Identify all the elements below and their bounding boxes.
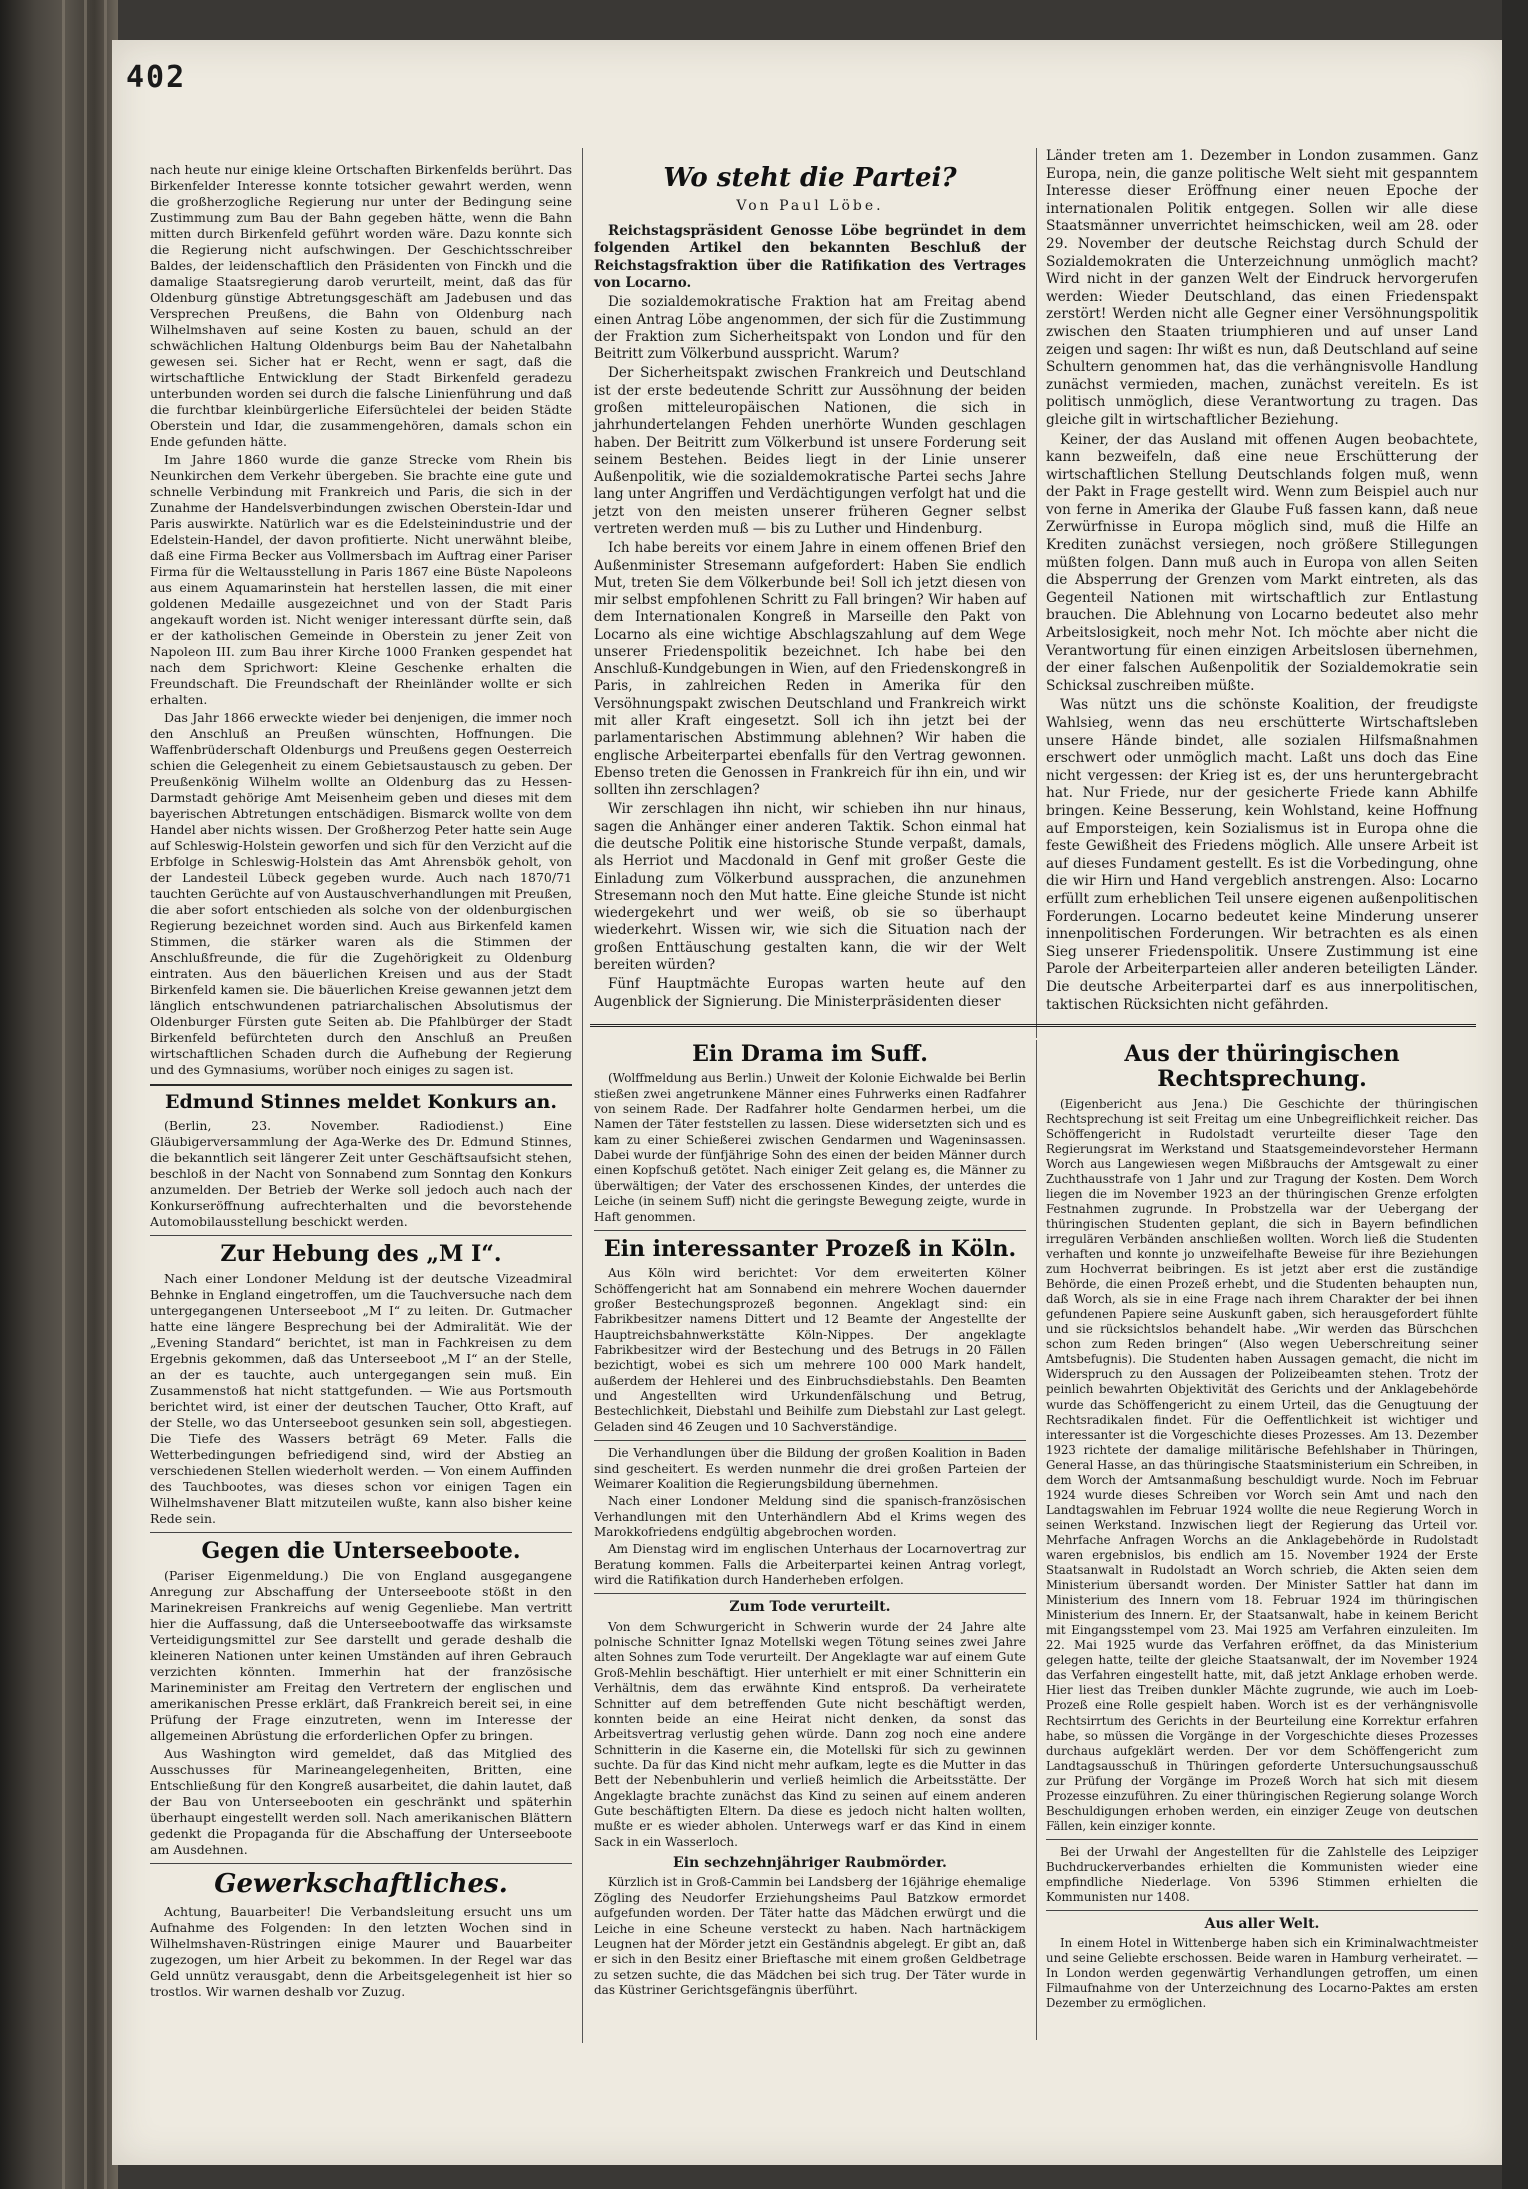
article-text: Die sozialdemokratische Fraktion hat am Freitag abend einen Antrag Löbe angenommen, der sich für die Zustimmung der Fraktion zum Sicherheitspakt von London und für den Beitritt zum Völkerbund ausspricht. Warum? — [594, 294, 1026, 363]
section-divider — [590, 1024, 1476, 1027]
article-text: (Wolffmeldung aus Berlin.) Unweit der Kolonie Eichwalde bei Berlin stießen zwei angetrunkene Männer eines Fuhrwerks einen Radfahrer von seinem Rade. Der Radfahrer holte Gendarmen herbei, um die Namen der Täter feststellen zu lassen. Diese widersetzten sich und es kam zu einer Schießerei zwischen Gendarmen und Wageninsassen. Dabei wurde der fünfjährige Sohn des einen der beiden Männer durch einen Kopfschuß getötet. Nach einiger Zeit gelang es, die Männer zu überwältigen; der Vater des erschossenen Kindes, der unterdes die Leiche (in seinem Suff) nicht die geringste Bewegung zeigte, wurde in Haft genommen. — [594, 1071, 1026, 1224]
headline-m1: Zur Hebung des „M I“. — [220, 1240, 502, 1267]
news-note: Bei der Urwahl der Angestellten für die Zahlstelle des Leipziger Buchdruckerverbandes erhielten die Kommunisten wieder eine empfindliche Niederlage. Von 5396 Stimmen erhielten die Kommunisten nur 1408. — [1046, 1844, 1478, 1905]
article-text: Aus Köln wird berichtet: Vor dem erweiterten Kölner Schöffengericht hat am Sonnabend ein mehrere Wochen dauernder großer Bestechungsprozeß begonnen. Angeklagt sind: ein Fabrikbesitzer namens Dittert und 12 Beamte der Angestellte der Hauptreichsbahnwerkstätte Köln-Nippes. Der angeklagte Fabrikbesitzer wird der Bestechung und des Betrugs in 20 Fällen bezichtigt, wobei es sich um mehrere 100 000 Mark handelt, außerdem der Hehlerei und des Einbruchsdiebstahls. Den Beamten und Angestellten wird Urkundenfälschung und Betrug, Bestechlichkeit, Diebstahl und Beihilfe zum Diebstahl zur Last gelegt. Geladen sind 46 Zeugen und 10 Sachverständige. — [594, 1266, 1026, 1434]
headline-koeln: Ein interessanter Prozeß in Köln. — [603, 1235, 1017, 1262]
headline-drama: Ein Drama im Suff. — [692, 1041, 928, 1067]
divider — [594, 1230, 1026, 1231]
article-text: Nach einer Londoner Meldung ist der deutsche Vizeadmiral Behnke in England eingetroffen, um die Tauchversuche nach dem untergegangenen Unterseeboot „M I“ zu leiten. Dr. Gutmacher hatte eine längere Besprechung bei der Admiralität. Wie der „Evening Standard“ berichtet, ist man in Fachkreisen zu dem Ergebnis gekommen, daß das Unterseeboot „M I“ an der Stelle, an der es tauchte, auch untergegangen sein muß. Ein Zusammenstoß hat nicht stattgefunden. — Wie aus Portsmouth berichtet wird, ist einer der deutschen Taucher, Otto Kraft, auf der Stelle, wo das Unterseeboot gesunken sein soll, abgestiegen. Die Tiefe des Wassers beträgt 69 Meter. Falls die Wetterbedingungen befriedigend sind, wird der Abstieg an verschiedenen Stellen wiederholt werden. — Von einem Auffinden des Tauchbootes, was dieses schon vor einigen Tagen ein Wilhelmshavener Blatt mitzuteilen wußte, kann also bisher keine Rede sein. — [150, 1271, 572, 1527]
column-left — [150, 162, 572, 2002]
article-text: Aus Washington wird gemeldet, daß das Mitglied des Ausschusses für Marineangelegenheiten, Britten, eine Entschließung für den Kongreß ausarbeitet, die dahin lautet, daß der Bau von Unterseebooten ein geschränkt und späterhin überhaupt eingestellt werden soll. Nach amerikanischen Blättern gedenkt die Propaganda für die Abschaffung der Unterseeboote am Ausdehnen. — [150, 1746, 572, 1858]
headline-thueringen: Aus der thüringischen Rechtsprechung. — [1124, 1041, 1400, 1093]
article-text: Was nützt uns die schönste Koalition, der freudigste Wahlsieg, wenn das neu erschütterte Wirtschaftsleben unsere Hände bindet, alle sozialen Hilfsmaßnahmen erschwert oder unmöglich macht. Laßt uns doch das Eine nicht vergessen: der Krieg ist es, der uns heruntergebracht hat. Nur Friede, nur der gesicherte Friede kann Abhilfe bringen. Keine Besserung, kein Wohlstand, keine Hoffnung auf Emporsteigen, kein Sozialismus ist in Europa ohne die feste Gewißheit des Friedens möglich. Alle unsere Arbeit ist auf dieses Fundament gestellt. Es ist die Vorbedingung, ohne die wir Hirn und Hand vergeblich anstrengen. Also: Locarno erfüllt zum erheblichen Teil unsere eigenen außenpolitischen Forderungen. Locarno bedeutet keine Minderung unserer innenpolitischen Forderungen. Wir betrachten es als einen Sieg unserer Friedenspolitik. Unsere Zustimmung ist eine Parole der Arbeiterparteien aller anderen beteiligten Länder. Die deutsche Arbeiterpartei darf es aus innerpolitischen, taktischen Rücksichten nicht gefährden. — [1046, 697, 1478, 1013]
divider — [594, 1593, 1026, 1594]
column-middle-bottom — [594, 1036, 1026, 2000]
article-text: Von dem Schwurgericht in Schwerin wurde der 24 Jahre alte polnische Schnitter Ignaz Motellski wegen Tötung seines zwei Jahre alten Sohnes zum Tode verurteilt. Der Angeklagte war auf einem Gute Groß-Mehlin beschäftigt. Hier unterhielt er mit einer Schnitterin ein Verhältnis, dem das erwähnte Kind entsproß. Da verheiratete Schnitter auf dem betreffenden Gute nicht beschäftigt werden, konnten beide an eine Heirat nicht denken, da sonst das Arbeitsvertrag verlustig gehen würde. Dann zog noch eine andere Schnitterin in die Kaserne ein, die Motellski für sich zu gewinnen suchte. Da für das Kind nicht mehr aufkam, legte es die Mutter in das Bett der Nebenbuhlerin und verließ heimlich die Arbeitsstätte. Der Angeklagte brachte zunächst das Kind zu seinen auf einem anderen Gute beschäftigten Eltern. Da diese es jedoch nicht halten wollten, mußte er es wieder abholen. Unterwegs warf er das Kind in einem Sack in ein Wasserloch. — [594, 1619, 1026, 1849]
column-right-bottom — [1046, 1036, 1478, 2013]
article-text: Wir zerschlagen ihn nicht, wir schieben ihn nur hinaus, sagen die Anhänger einer anderen Taktik. Schon einmal hat die deutsche Politik eine historische Stunde verpaßt, damals, als Herriot und Macdonald in Genf mit großer Geste die Einladung zum Völkerbund aussprachen, die anzunehmen Stresemann noch den Mut hatte. Eine gleiche Stunde ist nicht wiedergekehrt und wer weiß, ob sie so überhaupt wiederkehrt. Wissen wir, wie sich die Situation nach der großen Enttäuschung gestalten kann, die wir der Welt bereiten würden? — [594, 801, 1026, 973]
column-middle-top — [594, 158, 1026, 1013]
divider — [150, 1235, 572, 1236]
column-rule — [582, 148, 583, 2043]
column-rule — [1036, 1040, 1037, 2040]
byline: Von Paul Löbe. — [736, 197, 884, 214]
article-text: Der Sicherheitspakt zwischen Frankreich und Deutschland ist der erste bedeutende Schritt zur Aussöhnung der beiden großen mitteleuropäischen Nationen, die sich in jahrhundertelangen Fehden unerhörte Wunden geschlagen haben. Der Beitritt zum Völkerbund ist unsere Forderung seit seinem Bestehen. Beides liegt in der Linie unserer Außenpolitik, wie die sozialdemokratische Partei sechs Jahre lang unter Angriffen und Verdächtigungen verfolgt hat und die jetzt von den meisten unserer früheren Gegner selbst vertreten werden muß — bis zu Luther und Hindenburg. — [594, 365, 1026, 537]
article-text: Das Jahr 1866 erweckte wieder bei denjenigen, die immer noch den Anschluß an Preußen wünschten, Hoffnungen. Die Waffenbrüderschaft Oldenburgs und Preußens gegen Oesterreich schien die Gelegenheit zu einem Gebietsaustausch zu geben. Der Preußenkönig Wilhelm wollte an Oldenburg das zu Hessen-Darmstadt gehörige Amt Meisenheim geben und dieses mit dem bayerischen Abtretungen entschädigen. Bismarck wollte von dem Handel aber nichts wissen. Der Großherzog Peter hatte sein Auge auf Schleswig-Holstein geworfen und sich für den Verzicht auf die Erbfolge in Schleswig-Holstein das Amt Ahrensbök geholt, von der Landesteil Lübeck gegeben wurde. Auch nach 1870/71 tauchten Gerüchte auf von Austauschverhandlungen mit Preußen, die aber sofort entschieden als solche von der oldenburgischen Regierung bezeichnet worden sind. Auch aus Birkenfeld kamen Stimmen, die stärker waren als die Stimmen der Anschlußfreunde, die für die Zugehörigkeit zu Oldenburg eintraten. Aus den bäuerlichen Kreisen und aus der Stadt Birkenfeld kamen sie. Die bäuerlichen Kreise gewannen jetzt dem länglich entschwundenen patriarchalischen Absolutismus der Oldenburger Fürsten gute Seiten ab. Die Pfahlbürger der Stadt Birkenfeld befürchteten durch den Anschluß an Preußen wirtschaftlichen Schaden durch die Aufhebung der Regierung und des Gymnasiums, worüber noch einiges zu sagen ist. — [150, 710, 572, 1077]
article-text: Im Jahre 1860 wurde die ganze Strecke vom Rhein bis Neunkirchen dem Verkehr übergeben. Sie brachte eine gute und schnelle Verbindung mit Frankreich und Paris, die sich in der Zunahme der Handelsverbindungen zwischen Oberstein-Idar und Paris auswirkte. Natürlich war es die Edelsteinindustrie und der Edelstein-Handel, der davon profitierte. Nicht unerwähnt bleibe, daß eine Firma Becker aus Vollmersbach im Auftrag einer Pariser Firma für die Weltausstellung in Paris 1867 eine Büste Napoleons aus einem Aquamarinstein hat herstellen lassen, die mit einer goldenen Medaille ausgezeichnet und von der Stadt Paris angekauft worden ist. Nicht weniger interessant dürfte sein, daß er der katholischen Gemeinde in Oberstein zu jener Zeit von Napoleon III. zum Bau ihrer Kirche 1000 Franken gespendet hat nach dem Sprichwort: Kleine Geschenke erhalten die Freundschaft. Die Freundschaft der Rheinländer wollte er sich erhalten. — [150, 452, 572, 707]
divider — [150, 1084, 572, 1086]
article-text: Achtung, Bauarbeiter! Die Verbandsleitung ersucht uns um Aufnahme des Folgenden: In den letzten Wochen sind in Wilhelmshaven-Rüstringen einige Maurer und Bauarbeiter zugezogen, um hier Arbeit zu bekommen. In der Regel war das Geld unnütz verausgabt, denn die Arbeitsgelegenheit ist hier so trostlos. Wir warnen deshalb vor Zuzug. — [150, 1904, 572, 2000]
article-text: (Eigenbericht aus Jena.) Die Geschichte der thüringischen Rechtsprechung ist seit Freitag um eine Unbegreiflichkeit reicher. Das Schöffengericht in Rudolstadt verurteilte dieser Tage den Regierungsrat im Werkstand und Staatsgemeindevorsteher Hermann Worch aus Langewiesen wegen Mißbrauchs der Amtsgewalt zu einer Zuchthausstrafe von 1 Jahr und zur Tragung der Kosten. Dem Worch liegen die im November 1923 an der thüringischen Grenze erfolgten Festnahmen zugrunde. In Probstzella war der Uebergang der thüringischen Studenten geplant, die sich in Bayern befindlichen irregulären Verbänden anschließen wollten. Worch ließ die Studenten verhaften und konnte jo unzweifelhafte Beweise für ihre Beziehungen zum Hochverrat beibringen. Es ist jetzt aber erst die zuständige Behörde, die einen Prozeß erhebt, und die Studenten behaupten nun, daß Worch, als sie in eine Frage nach ihrem Charakter der bei ihnen gefundenen Papiere seine Auskunft gaben, sich herausgefordert fühlte und sie rücksichtslos behandelt habe. „Wir werden das Bürschchen schon zum Reden bringen“ (Also wegen Ueberschreitung seiner Amtsbefugnis). Die Studenten haben Aussagen gemacht, die nicht im Widerspruch zu den Aussagen der Polizeibeamten stehen. Trotz der peinlich bewahrten Objektivität des Gerichts und der Anklagebehörde wurde das Schöffengericht zu einem Urteil, das die Genugtuung der Rechtsradikalen findet. Für die Oeffentlichkeit ist wichtiger und interessanter ist die Vorgeschichte dieses Prozesses. Am 13. Dezember 1923 richtete der damalige militärische Befehlshaber in Thüringen, General Hasse, an das thüringische Staatsministerium ein Schreiben, in dem Worch der Amtsanmaßung beschuldigt wurde. Noch im Februar 1924 wurde dieses Schreiben vor Worch sein Amt und nach den Landtagswahlen im Februar 1924 wollte die neue Regierung Worch in seinen Werkstand. Inzwischen liegt der Regierung das Urteil vor. Mehrfache Anfragen Worchs an die Anklagebehörde in Rudolstadt waren ergebnislos, bis endlich am 15. November 1924 der Erste Staatsanwalt in Rudolstadt an Worch schrieb, die Akten seien dem Ministerium übersandt worden. Der Minister Sattler hat dann im Ministerium des Innern vom 18. Februar 1924 im thüringischen Ministerium des Innern. Er, der Staatsanwalt, habe in keinem Bericht mit Eingangsstempel vom 23. Mai 1925 am Verfahren einzuleiten. Im 22. Mai 1925 wurde das Verfahren eröffnet, da das Ministerium gelegen hatte, teilte der gleiche Staatsanwalt, der im November 1924 das Verfahren eingestellt hatte, mit, daß jetzt Anklage erhoben werde. Hier liest das Treiben dunkler Mächte zugrunde, wie auch im Loeb-Prozeß eine Rolle gespielt haben. Worch ist es der verhängnisvolle Rechtsirrtum des Gerichts in der Beurteilung eine Korrektur erfahren habe, so müssen die Vorgänge in der Vorgeschichte dieses Prozesses durchaus aufgeklärt werden. Der vor dem Schöffengericht zum Landtagsausschuß in Thüringen geforderte Untersuchungsausschuß zur Prüfung der Vorgänge im Prozeß Worch hat sich mit diesem Prozesse einzuführen. Zu einer thüringischen Regierung solange Worch Beschuldigungen erhoben werden, ein einziger Zeuge von deutschen Fällen, kein einziger konnte. — [1046, 1096, 1478, 1833]
divider — [1046, 1839, 1478, 1840]
divider — [1046, 1910, 1478, 1911]
article-text: nach heute nur einige kleine Ortschaften Birkenfelds berührt. Das Birkenfelder Interesse konnte totsicher gewahrt werden, wenn die großherzogliche Regierung nur unter der Bedingung seine Zustimmung zum Bau der Bahn gegeben hätte, wenn die Bahn mitten durch Birkenfeld geführt worden wäre. Dazu konnte sich die Regierung nicht aufschwingen. Der Geschichtsschreiber Baldes, der leidenschaftlich den Präsidenten von Finckh und die damalige Staatsregierung darob verurteilt, meint, daß das für Oldenburg günstige Abtretungsgeschäft am Jadebusen und das Versprechen Preußens, die Bahn von Oldenburg nach Wilhelmshaven auf seine Kosten zu bauen, schuld an der schwächlichen Haltung Oldenburgs beim Bau der Nahetalbahn gewesen sei. Sicher hat er Recht, wenn er sagt, daß die wirtschaftliche Entwicklung der Stadt Birkenfeld geradezu unterbunden worden sei durch die falsche Linienführung und daß die furchtbar kleinbürgerliche Eifersüchtelei der beiden Städte Oberstein und Idar, die zusammengehören, damals schon ein Ende gefunden hätte. — [150, 162, 572, 449]
intro-text: Reichstagspräsident Genosse Löbe begründet in dem folgenden Artikel den bekannten Beschluß der Reichstagsfraktion über die Ratifikation des Vertrages von Locarno. — [594, 223, 1026, 292]
news-note: Nach einer Londoner Meldung sind die spanisch-französischen Verhandlungen mit den Unterhändlern Abd el Krims wegen des Marokkofriedens endgültig abgebrochen worden. — [594, 1494, 1026, 1539]
column-rule — [1036, 148, 1037, 1038]
article-text: (Pariser Eigenmeldung.) Die von England ausgegangene Anregung zur Abschaffung der Unterseeboote stößt in den Marinekreisen Frankreichs auf wenig Gegenliebe. Man vertritt hier die Auffassung, daß die Unterseebootwaffe das wirksamste Verteidigungsmittel zur See darstellt und gerade deshalb die kleineren Nationen unter keinen Umständen auf ihren Gebrauch verzichten könnten. Immerhin hat der französische Marineminister am Freitag den Vertretern der englischen und amerikanischen Presse erklärt, daß Frankreich bereit sei, in eine Prüfung der Frage einzutreten, wenn im Interesse der allgemeinen Abrüstung die erforderlichen Opfer zu bringen. — [150, 1568, 572, 1744]
article-text: Fünf Hauptmächte Europas warten heute auf den Augenblick der Signierung. Die Ministerpräsidenten dieser — [594, 976, 1026, 1010]
book-binding — [0, 0, 118, 2189]
headline-tod: Zum Tode verurteilt. — [729, 1599, 891, 1616]
column-right-top — [1046, 148, 1478, 1016]
headline-raubmoerder: Ein sechzehnjähriger Raubmörder. — [673, 1855, 947, 1872]
news-note: Am Dienstag wird im englischen Unterhaus der Locarnovertrag zur Beratung kommen. Falls die Arbeiterpartei keinen Antrag vorlegt, wird die Ratifikation durch Handerheben erfolgen. — [594, 1542, 1026, 1588]
headline-stinnes: Edmund Stinnes meldet Konkurs an. — [165, 1091, 557, 1113]
article-text: (Berlin, 23. November. Radiodienst.) Eine Gläubigerversammlung der Aga-Werke des Dr. Edmund Stinnes, die bekanntlich seit längerer Zeit unter Geschäftsaufsicht stehen, beschloß in der Nacht von Sonnabend zum Sonntag den Konkurs anzumelden. Der Betrieb der Werke soll jedoch auch nach der Konkurseröffnung aufrechterhalten und die bevorstehende Automobilausstellung beschickt werden. — [150, 1117, 572, 1229]
article-text: Länder treten am 1. Dezember in London zusammen. Ganz Europa, nein, die ganze politische Welt sieht mit gespanntem Interesse dieser Eröffnung einer neuen Epoche der internationalen Politik entgegen. Sollen wir alle diese Staatsmänner unverrichtet heimschicken, weil am 28. oder 29. November der deutsche Reichstag durch Schuld der Sozialdemokraten die Unterzeichnung unmöglich macht? Wird nicht in der ganzen Welt der Eindruck hervorgerufen werden: Wieder Deutschland, das einen Friedenspakt zerstört! Werden nicht alle Gegner einer Versöhnungspolitik zwischen den Staaten triumphieren und auf unser Land zeigen und sagen: Ihr wißt es nun, daß Deutschland auf seine Schultern genommen hat, das die verhängnisvolle Handlung zunächst vermieden, machen, zunächst vereiteln. Es ist politisch unmöglich, diese Verantwortung zu tragen. Das gleiche gilt in wirtschaftlicher Beziehung. — [1046, 148, 1478, 428]
scan-border — [1502, 0, 1528, 2189]
headline-gewerkschaftliches: Gewerkschaftliches. — [214, 1869, 508, 1900]
article-text: Ich habe bereits vor einem Jahre in einem offenen Brief den Außenminister Stresemann aufgefordert: Haben Sie endlich Mut, treten Sie dem Völkerbunde bei! Soll ich jetzt diesen von mir selbst empfohlenen Schritt zu Fall bringen? Wir haben auf dem Internationalen Kongreß in Marseille den Pakt von Locarno als eine wichtige Abschlagszahlung auf dem Wege unserer Friedenspolitik bezeichnet. Ich habe bei den Anschluß-Kundgebungen in Wien, auf den Friedenskongreß in Paris, in zahlreichen Reden in Amerika für den Versöhnungspakt zwischen Deutschland und Frankreich wirkt mit aller Kraft eingesetzt. Soll ich ihn jetzt bei der parlamentarischen Abstimmung ablehnen? Wir haben die englische Arbeiterpartei ebenfalls für den Vertrag gewonnen. Ebenso treten die Genossen in Frankreich für ihn ein, und wir sollten ihn zerschlagen? — [594, 540, 1026, 799]
headline-partei: Wo steht die Partei? — [663, 163, 957, 193]
divider — [594, 1440, 1026, 1441]
divider — [150, 1863, 572, 1864]
page-number: 402 — [126, 60, 187, 95]
article-text: Kürzlich ist in Groß-Cammin bei Landsberg der 16jährige ehemalige Zögling des Neudorfer Erziehungsheims Paul Batzkow ermordet aufgefunden worden. Der Täter hatte das Mädchen erwürgt und die Leiche in eine Scheune versteckt zu haben. Nach hartnäckigem Leugnen hat der Mörder jetzt ein Geständnis abgelegt. Er gibt an, daß er sich in den Besitz einer Brieftasche mit einem großen Geldbetrage zu setzen suchte, die das Mädchen bei sich trug. Der Täter wurde in das Küstriner Gerichtsgefängnis überführt. — [594, 1875, 1026, 1997]
article-text: In einem Hotel in Wittenberge haben sich ein Kriminalwachtmeister und seine Geliebte erschossen. Beide waren in Hamburg verheiratet. — In London werden gegenwärtig Verhandlungen getroffen, um einen Filmaufnahme von der Unterzeichnung des Locarno-Paktes am ersten Dezember zu ermöglichen. — [1046, 1936, 1478, 2011]
article-text: Keiner, der das Ausland mit offenen Augen beobachtete, kann bezweifeln, daß eine neue Erschütterung der wirtschaftlichen Stellung Deutschlands folgen muß, wenn der Pakt in Frage gestellt wird. Wenn zum Beispiel auch nur von ferne in Amerika der Glaube Fuß fassen kann, daß neue Zerwürfnisse in Europa möglich sind, muß die Hilfe an Krediten zunächst versiegen, noch größere Stillegungen müßten folgen. Dann muß auch in Europa von allen Seiten die Absperrung der Grenzen vom Markt eintreten, als das Gegenteil Nationen mit wirtschaftlich zur Entlastung brauchen. Die Ablehnung von Locarno bedeutet also mehr Arbeitslosigkeit, noch mehr Not. Ich möchte aber nicht die Verantwortung für einen einzigen Arbeitslosen übernehmen, der einer falschen Außenpolitik der Sozialdemokratie sein Schicksal zuschreiben müßte. — [1046, 431, 1478, 694]
headline-unterseeboote: Gegen die Unterseeboote. — [201, 1538, 521, 1565]
headline-welt: Aus aller Welt. — [1204, 1916, 1320, 1933]
news-note: Die Verhandlungen über die Bildung der großen Koalition in Baden sind gescheitert. Es werden nunmehr die drei großen Parteien der Weimarer Koalition die Regierungsbildung übernehmen. — [594, 1446, 1026, 1491]
divider — [150, 1532, 572, 1533]
